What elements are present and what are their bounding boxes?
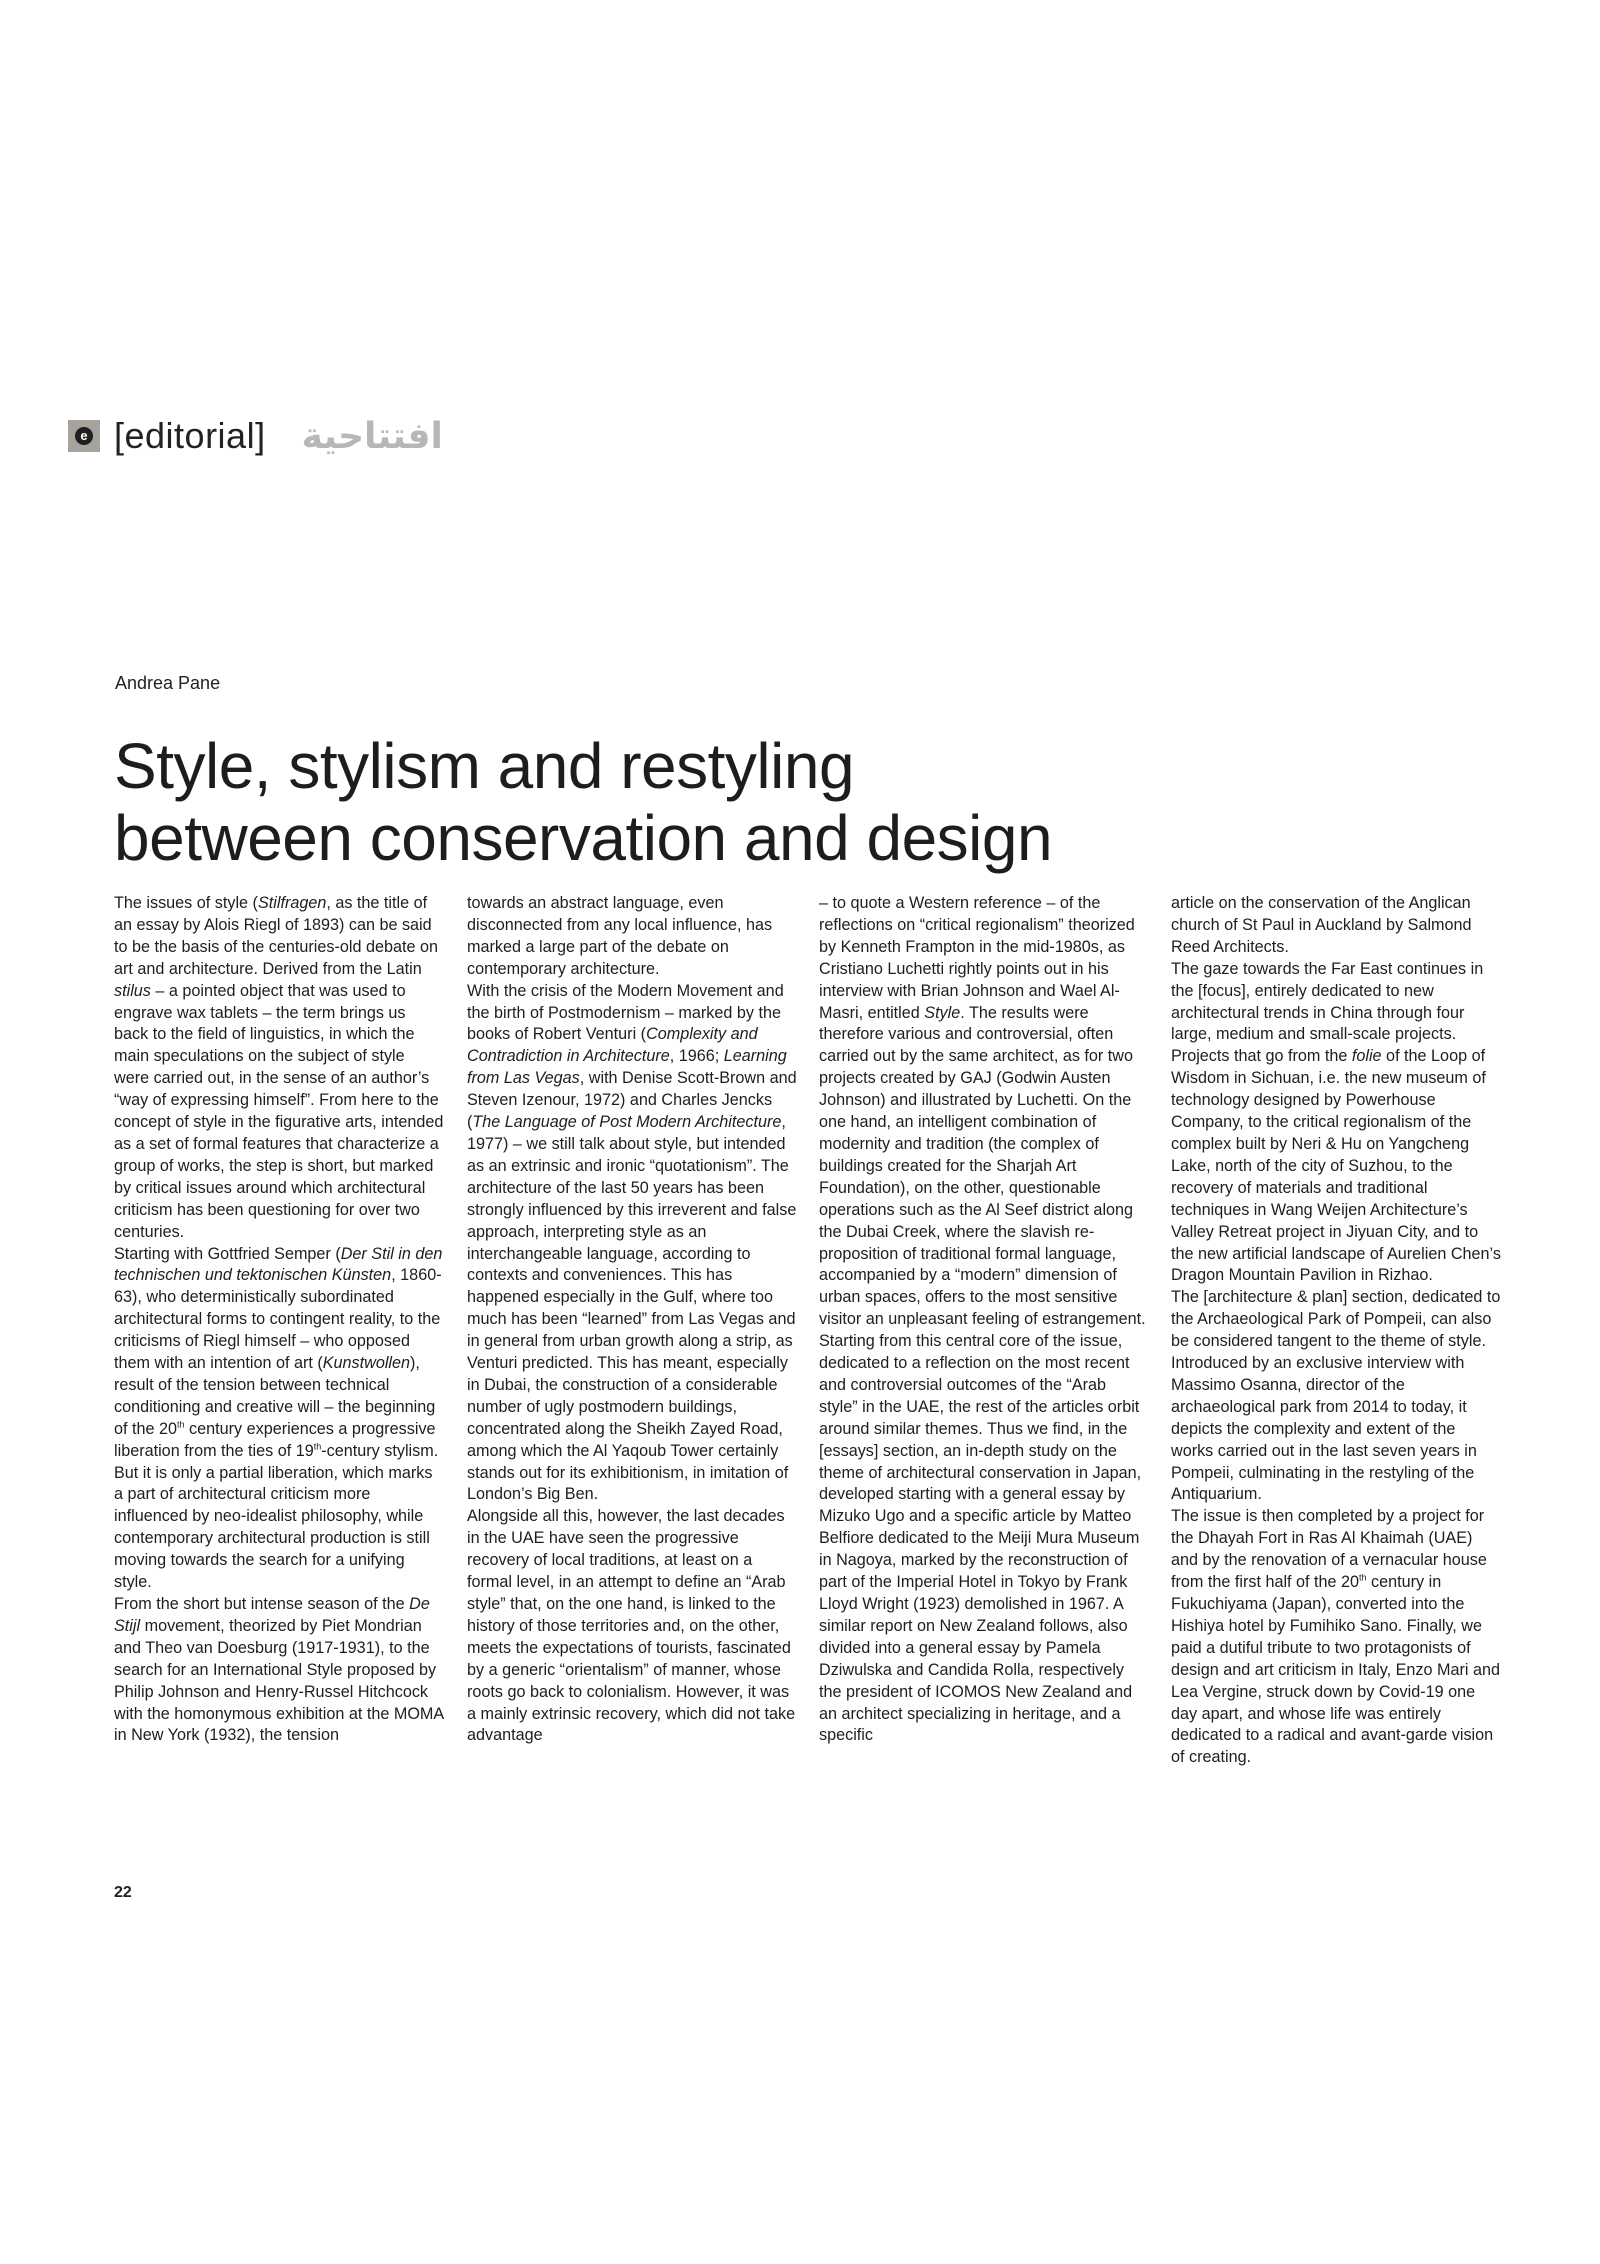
paragraph: The [architecture & plan] section, dedicated to the Archaeological Park of Pompeii, can also be considered tangent to the theme of style. Introduced by an exclusive interview with Massimo Osanna, director of the archaeological park from 2014 to today, it depicts the complexity and extent of the works carried out in the last seven years in Pompeii, culminating in the restyling of the Antiquarium.: [1171, 1288, 1501, 1504]
section-badge: [68, 420, 100, 452]
paragraph: Alongside all this, however, the last decades in the UAE have seen the progressive recovery of local traditions, at least on a formal level, in an attempt to define an “Arab style” that, on the one hand, is linked to the history of those territories and, on the other, meets the expectations of tourists, fascinated by a generic “orientalism” of manner, whose roots go back to colonialism. However, it was a mainly extrinsic recovery, which did not take advantage: [467, 1507, 796, 1745]
paragraph: article on the conservation of the Anglican church of St Paul in Auckland by Salmond Reed Architects.: [1171, 894, 1472, 956]
paragraph: With the crisis of the Modern Movement and the birth of Postmodernism – marked by the books of Robert Venturi (Complexity and Contradiction in Architecture, 1966; Learning from Las Vegas, with Denise Scott-Brown and Steven Izenour, 1972) and Charles Jencks (The Language of Post Modern Architecture, 1977) – we still talk about style, but intended as an extrinsic and ironic “quotationism”. The architecture of the last 50 years has been strongly influenced by this irreverent and false approach, interpreting style as an interchangeable language, according to contexts and conveniences. This has happened especially in the Gulf, where too much has been “learned” from Las Vegas and in general from urban growth along a strip, as Venturi predicted. This has meant, especially in Dubai, the construction of a considerable number of ugly postmodern buildings, concentrated along the Sheikh Zayed Road, among which the Al Yaqoub Tower certainly stands out for its exhibitionism, in imitation of London’s Big Ben.: [467, 981, 797, 1504]
text-column-1: [114, 893, 444, 1747]
paragraph: The gaze towards the Far East continues in the [focus], entirely dedicated to new architectural trends in China through four large, medium and small-scale projects. Projects that go from the folie of the Loop of Wisdom in Sichuan, i.e. the new museum of technology designed by Powerhouse Company, to the critical regionalism of the complex built by Neri & Hu on Yangcheng Lake, north of the city of Suzhou, to the recovery of materials and traditional techniques in Wang Weijen Architecture’s Valley Retreat project in Jiyuan City, and to the new artificial landscape of Aurelien Chen’s Dragon Mountain Pavilion in Rizhao.: [1171, 959, 1501, 1285]
paragraph: towards an abstract language, even disconnected from any local influence, has marked a large part of the debate on contemporary architecture.: [467, 894, 773, 978]
paragraph: – to quote a Western reference – of the reflections on “critical regionalism” theorized by Kenneth Frampton in the mid-1980s, as Cristiano Luchetti rightly points out in his interview with Brian Johnson and Wael Al-Masri, entitled Style. The results were therefore various and controversial, often carried out by the same architect, as for two projects created by GAJ (Godwin Austen Johnson) and illustrated by Luchetti. On the one hand, an intelligent combination of modernity and tradition (the complex of buildings created for the Sharjah Art Foundation), on the other, questionable operations such as the Al Seef district along the Dubai Creek, where the slavish re-proposition of traditional formal language, accompanied by a “modern” dimension of urban spaces, offers to the most sensitive visitor an unpleasant feeling of estrangement.: [819, 894, 1146, 1329]
paragraph: The issues of style (Stilfragen, as the title of an essay by Alois Riegl of 1893) can be said to be the basis of the centuries-old debate on art and architecture. Derived from the Latin stilus – a pointed object that was used to engrave wax tablets – the term brings us back to the field of linguistics, in which the main speculations on the subject of style were carried out, in the sense of an author’s “way of expressing himself”. From here to the concept of style in the figurative arts, intended as a set of formal features that characterize a group of works, the step is short, but marked by critical issues around which architectural criticism has been questioning for over two centuries.: [114, 894, 444, 1241]
section-header: [68, 414, 443, 458]
author-name: Andrea Pane: [115, 673, 221, 693]
title-line-1: Style, stylism and restyling: [114, 730, 855, 802]
text-column-2: [467, 893, 797, 1747]
title-line-2: between conservation and design: [114, 802, 1053, 874]
paragraph: The issue is then completed by a project for the Dhayah Fort in Ras Al Khaimah (UAE) and by the renovation of a vernacular house from the first half of the 20th century in Fukuchiyama (Japan), converted into the Hishiya hotel by Fumihiko Sano. Finally, we paid a dutiful tribute to two protagonists of design and art criticism in Italy, Enzo Mari and Lea Vergine, struck down by Covid-19 one day apart, and whose life was entirely dedicated to a radical and avant-garde vision of creating.: [1171, 1507, 1500, 1767]
text-column-3: [819, 893, 1149, 1747]
editorial-e-icon: e: [75, 427, 93, 445]
section-arabic-label: افتتاحية: [301, 415, 443, 457]
paragraph: From the short but intense season of the De Stijl movement, theorized by Piet Mondrian and Theo van Doesburg (1917-1931), to the search for an International Style proposed by Philip Johnson and Henry-Russel Hitchcock with the homonymous exhibition at the MOMA in New York (1932), the tension: [114, 1595, 444, 1745]
article-title: [114, 730, 1314, 874]
paragraph: Starting with Gottfried Semper (Der Stil in den technischen und tektonischen Künsten, 1860-63), who deterministically subordinated architectural forms to contingent reality, to the criticisms of Riegl himself – who opposed them with an intention of art (Kunstwollen), result of the tension between technical conditioning and creative will – the beginning of the 20th century experiences a progressive liberation from the ties of 19th-century stylism. But it is only a partial liberation, which marks a part of architectural criticism more influenced by neo-idealist philosophy, while contemporary architectural production is still moving towards the search for a unifying style.: [114, 1244, 443, 1592]
article-body: [0, 893, 1600, 1873]
page-number: 22: [114, 1884, 132, 1901]
text-column-4: [1171, 893, 1501, 1769]
section-label: [editorial]: [114, 415, 266, 456]
paragraph: Starting from this central core of the issue, dedicated to a reflection on the most recent and controversial outcomes of the “Arab style” in the UAE, the rest of the articles orbit around similar themes. Thus we find, in the [essays] section, an in-depth study on the theme of architectural conservation in Japan, developed starting with a general essay by Mizuko Ugo and a specific article by Matteo Belfiore dedicated to the Meiji Mura Museum in Nagoya, marked by the reconstruction of part of the Imperial Hotel in Tokyo by Frank Lloyd Wright (1923) demolished in 1967. A similar report on New Zealand follows, also divided into a general essay by Pamela Dziwulska and Candida Rolla, respectively the president of ICOMOS New Zealand and an architect specializing in heritage, and a specific: [819, 1332, 1142, 1745]
